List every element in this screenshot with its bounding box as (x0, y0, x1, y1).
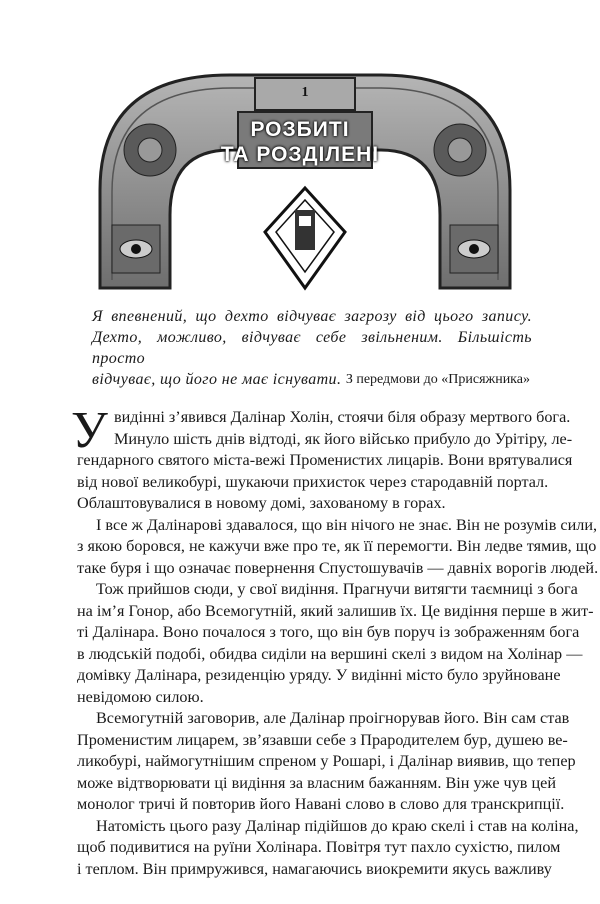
body-line: і теплом. Він примружився, намагаючись виокремити якусь важливу (77, 859, 552, 878)
body-line: в людській подобі, обидва сиділи на вершині скелі з видом на Холінар — (77, 644, 583, 663)
eye-carving-left (112, 225, 160, 273)
body-line: з якою боровся, не кажучи вже про те, як її перемогти. Він ледве тямив, що (77, 537, 597, 555)
body-line: І все ж Далінарові здавалося, що він нічого не знає. Він не розумів сили, (96, 515, 598, 534)
epigraph-line: відчуває, що його не має існувати. (92, 371, 342, 388)
body-line: монолог тричі й повторив його Навані слово в слово для транскрипції. (77, 795, 565, 813)
body-line: таке буря і що означає повернення Спустошувачів — давніх ворогів людей. (77, 558, 599, 577)
body-line: Всемогутній заговорив, але Далінар проігнорував його. Він сам став (96, 709, 570, 727)
epigraph-line: Дехто, можливо, відчуває себе звільненим. Більшість просто (92, 329, 532, 367)
body-line: видінні з’явився Далінар Холін, стоячи біля образу мертвого бога. (114, 408, 571, 426)
body-line: від нової великобурі, шукаючи прихисток через стародавній портал. (77, 472, 549, 491)
body-line: Натомість цього разу Далінар підійшов до краю скелі і став на коліна, (96, 816, 579, 835)
eye-carving-right (450, 225, 498, 273)
body-line: гендарного святого міста-вежі Променистих лицарів. Вони врятувалися (77, 451, 573, 469)
body-text (71, 402, 599, 880)
body-line: Променистим лицарем, зв’язавши себе з Прародителем бур, душею ве- (77, 730, 568, 749)
epigraph-line: Я впевнений, що дехто відчуває загрозу від цього запису. (92, 308, 532, 325)
drop-cap: У (71, 402, 108, 459)
body-line: щоб подивитися на руїни Холінара. Повітря тут пахло сухістю, пилом (77, 838, 561, 856)
body-line: ликобурі, наймогутнішим спреном у Рошарі, і Далінар виявив, що тепер (77, 752, 576, 770)
body-line: невідомою силою. (77, 687, 204, 706)
epigraph-source: З передмови до «Присяжника» (345, 372, 530, 387)
body-line: Тож прийшов сюди, у свої видіння. Прагнучи витягти таємниці з бога (96, 580, 578, 598)
body-line: Минуло шість днів відтоді, як його військо прибуло до Урітіру, ле- (114, 429, 573, 448)
body-line: може відтворювати ці видіння за власним бажанням. Він уже чув цей (77, 773, 556, 792)
body-line: Облаштовувалися в новому домі, захованому в горах. (77, 494, 446, 512)
chapter-title-line1: РОЗБИТІ (250, 118, 350, 141)
body-line: ті Далінара. Воно почалося з того, що він був поруч із зображенням бога (77, 623, 580, 641)
body-line: на ім’я Гонор, або Всемогутній, який залишив їх. Це видіння перше в жит- (77, 601, 594, 620)
body-line: домівку Далінара, резиденцію уряду. У видінні місто було зруйноване (77, 666, 561, 684)
chapter-title-line2: ТА РОЗДІЛЕНІ (220, 143, 380, 166)
shield-emblem-icon (265, 188, 345, 288)
chapter-number: 1 (301, 85, 309, 100)
